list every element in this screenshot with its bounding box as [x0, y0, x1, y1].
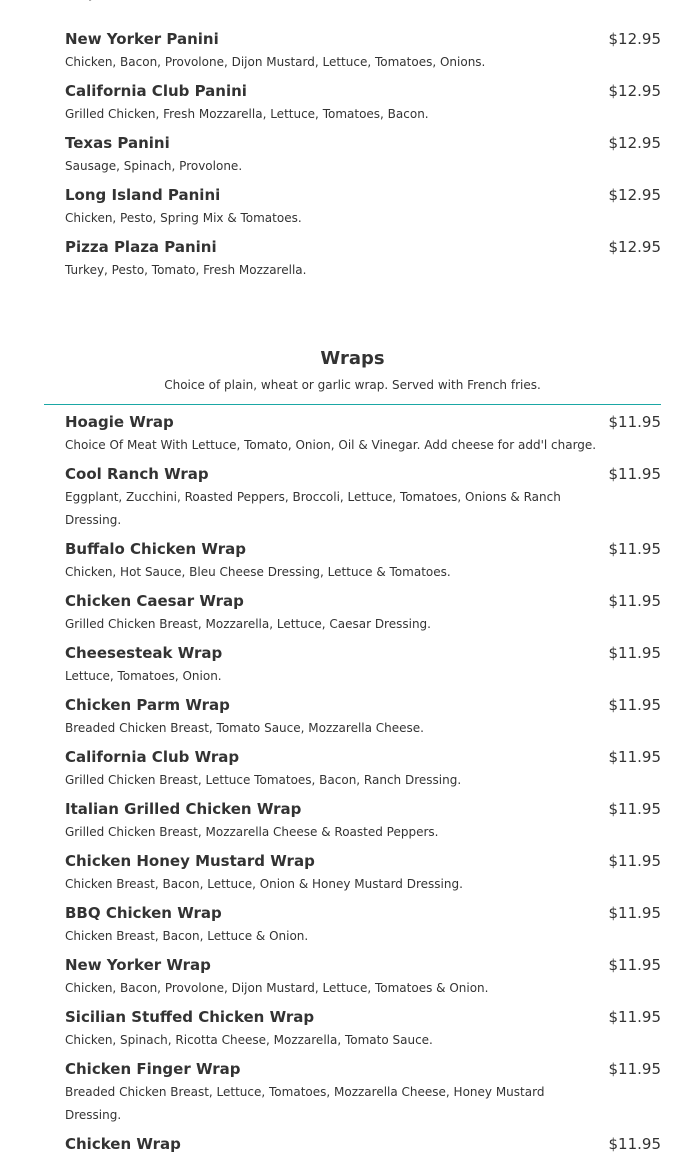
menu-item-header [65, 745, 661, 769]
menu-item-price: $12.95 [608, 82, 661, 100]
menu-item-name: Chicken Parm Wrap [65, 696, 230, 714]
menu-item-description: Chicken, Bacon, Provolone, Dijon Mustard, Lettuce, Tomatoes & Onion. [65, 981, 489, 995]
menu-item [0, 410, 685, 462]
menu-item-description: Lettuce, Tomatoes, Onion. [65, 669, 222, 683]
menu-item-price: $11.95 [608, 748, 661, 766]
menu-item [0, 131, 685, 183]
menu-item-header [65, 27, 661, 51]
menu-item-header [65, 797, 661, 821]
menu-item [0, 901, 685, 953]
menu-item-header [65, 589, 661, 613]
wraps-list [0, 410, 685, 1161]
menu-item-price: $12.95 [608, 238, 661, 256]
menu-item-price: $11.95 [608, 465, 661, 483]
menu-item [0, 27, 685, 79]
menu-item [0, 641, 685, 693]
menu-item-price: $11.95 [608, 1008, 661, 1026]
menu-item-price: $11.95 [608, 1060, 661, 1078]
menu-item [0, 1057, 685, 1132]
menu-item-description: Chicken, Pesto, Spring Mix & Tomatoes. [65, 211, 302, 225]
menu-item-name: California Club Wrap [65, 748, 240, 766]
menu-item-header [65, 462, 661, 486]
section-title: Wraps [320, 348, 385, 369]
menu-item-header [65, 641, 661, 665]
menu-item-price: $12.95 [608, 186, 661, 204]
menu-item-header [65, 410, 661, 434]
menu-item-header [65, 131, 661, 155]
menu-item [0, 589, 685, 641]
menu-item-name: California Club Panini [65, 82, 247, 100]
menu-item-description: Choice Of Meat With Lettuce, Tomato, Onion, Oil & Vinegar. Add cheese for add'l charge. [65, 438, 597, 452]
menu-item-header [65, 953, 661, 977]
menu-item-name: Chicken Wrap [65, 1135, 181, 1153]
menu-item-name: Sicilian Stuffed Chicken Wrap [65, 1008, 315, 1026]
menu-item-description: Eggplant, Zucchini, Roasted Peppers, Broccoli, Lettuce, Tomatoes, Onions & Ranch Dressing. [65, 490, 561, 527]
menu-item [0, 1132, 685, 1161]
menu-item-name: Hoagie Wrap [65, 413, 174, 431]
menu-item [0, 797, 685, 849]
menu-item-description: Grilled Chicken Breast, Mozzarella, Lettuce, Caesar Dressing. [65, 617, 431, 631]
menu-item-price: $12.95 [608, 134, 661, 152]
menu-item-name: Italian Grilled Chicken Wrap [65, 800, 302, 818]
menu-item [0, 849, 685, 901]
menu-item-description: Chicken, Bacon, Provolone, Dijon Mustard, Lettuce, Tomatoes, Onions. [65, 55, 486, 69]
menu-item [0, 235, 685, 287]
menu-item-price: $11.95 [608, 413, 661, 431]
menu-item-price: $11.95 [608, 540, 661, 558]
menu-item-name: Cheesesteak Wrap [65, 644, 223, 662]
menu-item [0, 953, 685, 1005]
menu-item-name: BBQ Chicken Wrap [65, 904, 222, 922]
menu-item [0, 79, 685, 131]
menu-item-price: $12.95 [608, 30, 661, 48]
wraps-section-header [44, 345, 661, 397]
menu-item-price: $11.95 [608, 904, 661, 922]
menu-item [0, 745, 685, 797]
menu-item [0, 537, 685, 589]
menu-item-price: $11.95 [608, 1135, 661, 1153]
menu-item [0, 183, 685, 235]
menu-item-header [65, 79, 661, 103]
menu-item-header [65, 235, 661, 259]
menu-item-name: Buffalo Chicken Wrap [65, 540, 246, 558]
menu-item-description: Grilled Chicken Breast, Lettuce Tomatoes, Bacon, Ranch Dressing. [65, 773, 462, 787]
menu-item-description: Grilled Chicken Breast, Mozzarella Cheese & Roasted Peppers. [65, 825, 439, 839]
menu-item-header [65, 901, 661, 925]
cut-off-description [65, 0, 148, 4]
menu-item-header [65, 849, 661, 873]
menu-item-description: Chicken, Spinach, Ricotta Cheese, Mozzarella, Tomato Sauce. [65, 1033, 433, 1047]
menu-item-header [65, 537, 661, 561]
menu-item-description: Chicken Breast, Bacon, Lettuce & Onion. [65, 929, 309, 943]
menu-item-price: $11.95 [608, 852, 661, 870]
menu-item [0, 1005, 685, 1057]
menu-item-header [65, 183, 661, 207]
menu-item-header [65, 1132, 661, 1156]
menu-item-description: Breaded Chicken Breast, Tomato Sauce, Mozzarella Cheese. [65, 721, 424, 735]
menu-item-name: Cool Ranch Wrap [65, 465, 209, 483]
menu-item-name: Chicken Caesar Wrap [65, 592, 244, 610]
menu-item-name: Chicken Finger Wrap [65, 1060, 241, 1078]
menu-item-price: $11.95 [608, 644, 661, 662]
section-subtitle: Choice of plain, wheat or garlic wrap. Served with French fries. [164, 378, 541, 392]
menu-item-name: Texas Panini [65, 134, 170, 152]
menu-item-name: New Yorker Panini [65, 30, 219, 48]
menu-item-header [65, 693, 661, 717]
menu-item-description: Breaded Chicken Breast, Lettuce, Tomatoes, Mozzarella Cheese, Honey Mustard Dressing. [65, 1085, 545, 1122]
menu-item-header [65, 1005, 661, 1029]
menu-item-description: Grilled Chicken, Fresh Mozzarella, Lettuce, Tomatoes, Bacon. [65, 107, 429, 121]
menu-item-price: $11.95 [608, 592, 661, 610]
menu-item-description: Sausage, Spinach, Provolone. [65, 159, 243, 173]
panini-list [0, 27, 685, 287]
menu-item-price: $11.95 [608, 956, 661, 974]
menu-item-description: Chicken, Hot Sauce, Bleu Cheese Dressing, Lettuce & Tomatoes. [65, 565, 451, 579]
menu-item [0, 693, 685, 745]
menu-item-name: Chicken Honey Mustard Wrap [65, 852, 315, 870]
menu-item-price: $11.95 [608, 800, 661, 818]
menu-item-name: Long Island Panini [65, 186, 221, 204]
menu-item [0, 462, 685, 537]
menu-item-price: $11.95 [608, 696, 661, 714]
menu-item-description: Chicken Breast, Bacon, Lettuce, Onion & Honey Mustard Dressing. [65, 877, 463, 891]
menu-item-name: Pizza Plaza Panini [65, 238, 217, 256]
menu-item-name: New Yorker Wrap [65, 956, 211, 974]
menu-item-description: Turkey, Pesto, Tomato, Fresh Mozzarella. [65, 263, 307, 277]
menu-item-header [65, 1057, 661, 1081]
